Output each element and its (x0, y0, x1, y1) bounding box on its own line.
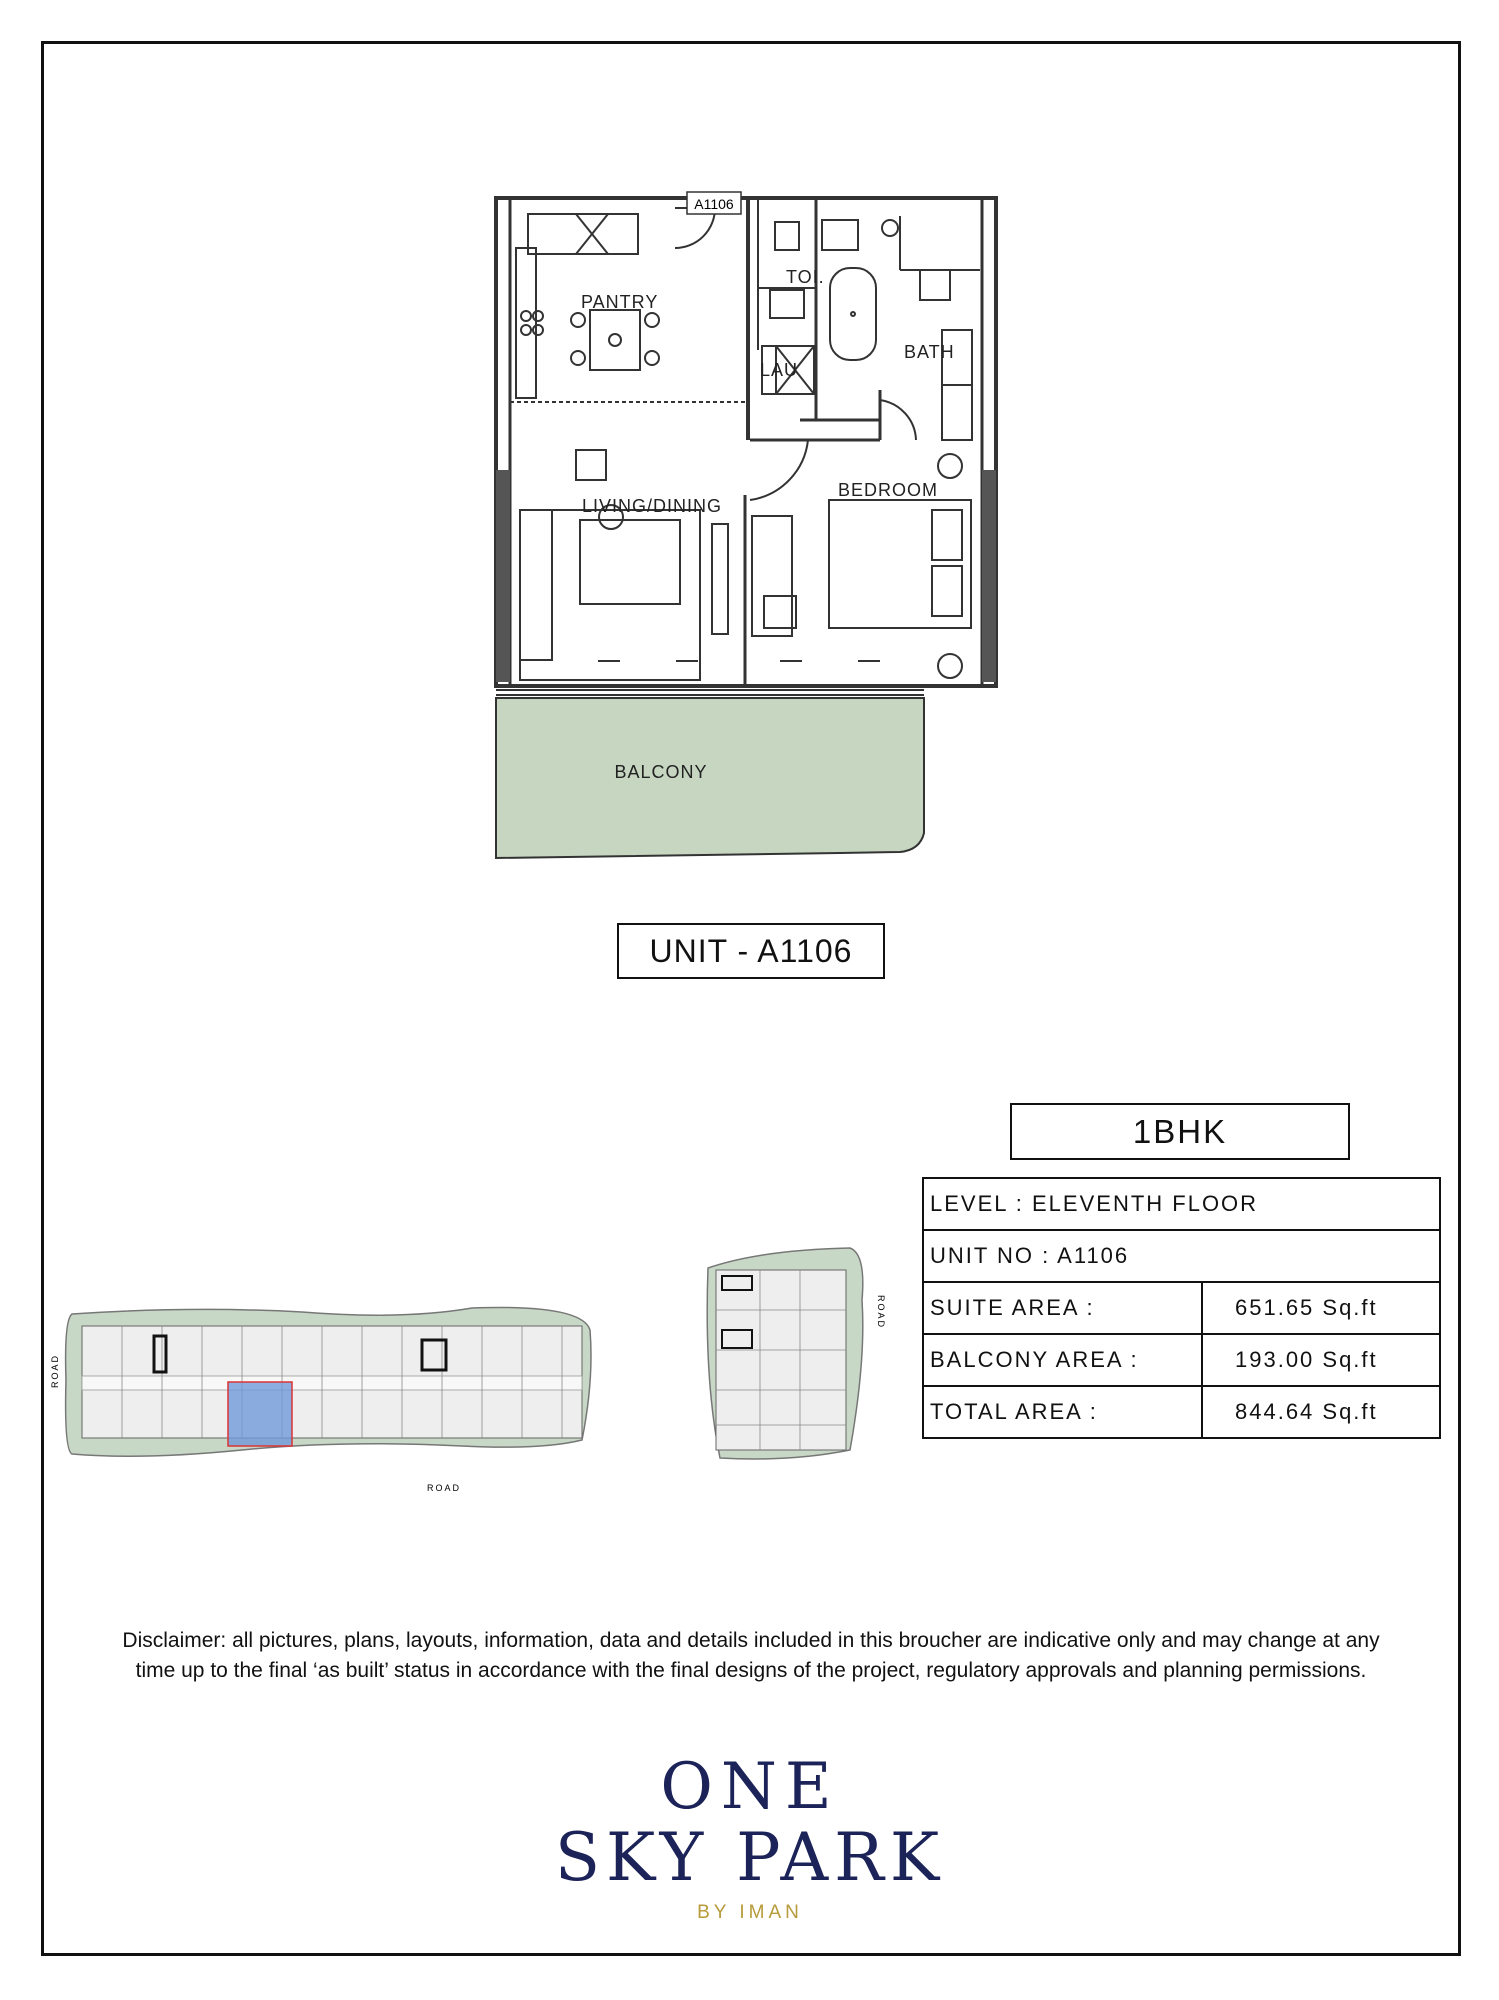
detail-row-level (923, 1178, 1440, 1230)
key-plan-tower (700, 1240, 900, 1470)
logo-line-by-iman: BY IMAN (697, 1902, 803, 1923)
room-label-pantry: PANTRY (581, 292, 659, 312)
road-label-right: ROAD (876, 1295, 886, 1330)
key-plan-main (42, 1300, 602, 1500)
detail-row-total-area (923, 1386, 1440, 1438)
detail-row-balcony-area (923, 1334, 1440, 1386)
unit-tag: A1106 (694, 196, 734, 212)
detail-label: TOTAL AREA : (923, 1386, 1202, 1438)
unit-details-table (922, 1177, 1441, 1439)
detail-row-suite-area (923, 1282, 1440, 1334)
room-label-bath: BATH (904, 342, 955, 362)
detail-label: UNIT NO : A1106 (923, 1230, 1440, 1282)
detail-label: SUITE AREA : (923, 1282, 1202, 1334)
road-label-left: ROAD (50, 1353, 60, 1388)
road-label-bottom: ROAD (427, 1483, 462, 1493)
disclaimer-text: Disclaimer: all pictures, plans, layouts, information, data and details included in this broucher are indicative only and may change at any time up to the final ‘as built’ status in accordance with the final designs of the project, regulatory approvals and planning permissions. (122, 1629, 1380, 1682)
floor-plan (480, 190, 1020, 890)
detail-label: LEVEL : ELEVENTH FLOOR (923, 1178, 1440, 1230)
room-label-toilet: TOI. (786, 267, 825, 287)
unit-location-highlight (228, 1382, 292, 1446)
unit-title: UNIT - A1106 (617, 923, 885, 979)
balcony-area (496, 698, 924, 858)
detail-value: 193.00 Sq.ft (1202, 1334, 1440, 1386)
detail-label: BALCONY AREA : (923, 1334, 1202, 1386)
unit-type-badge: 1BHK (1010, 1103, 1350, 1160)
detail-value: 651.65 Sq.ft (1202, 1282, 1440, 1334)
detail-row-unit-no (923, 1230, 1440, 1282)
logo-line-sky-park: SKY PARK (554, 1819, 946, 1896)
room-label-balcony: BALCONY (614, 762, 708, 782)
brand-logo (500, 1752, 1000, 1924)
room-label-living: LIVING/DINING (582, 496, 723, 516)
room-label-laundry: LAU (760, 360, 799, 380)
detail-value: 844.64 Sq.ft (1202, 1386, 1440, 1438)
room-label-bedroom: BEDROOM (838, 480, 939, 500)
logo-line-one: ONE (660, 1750, 840, 1824)
